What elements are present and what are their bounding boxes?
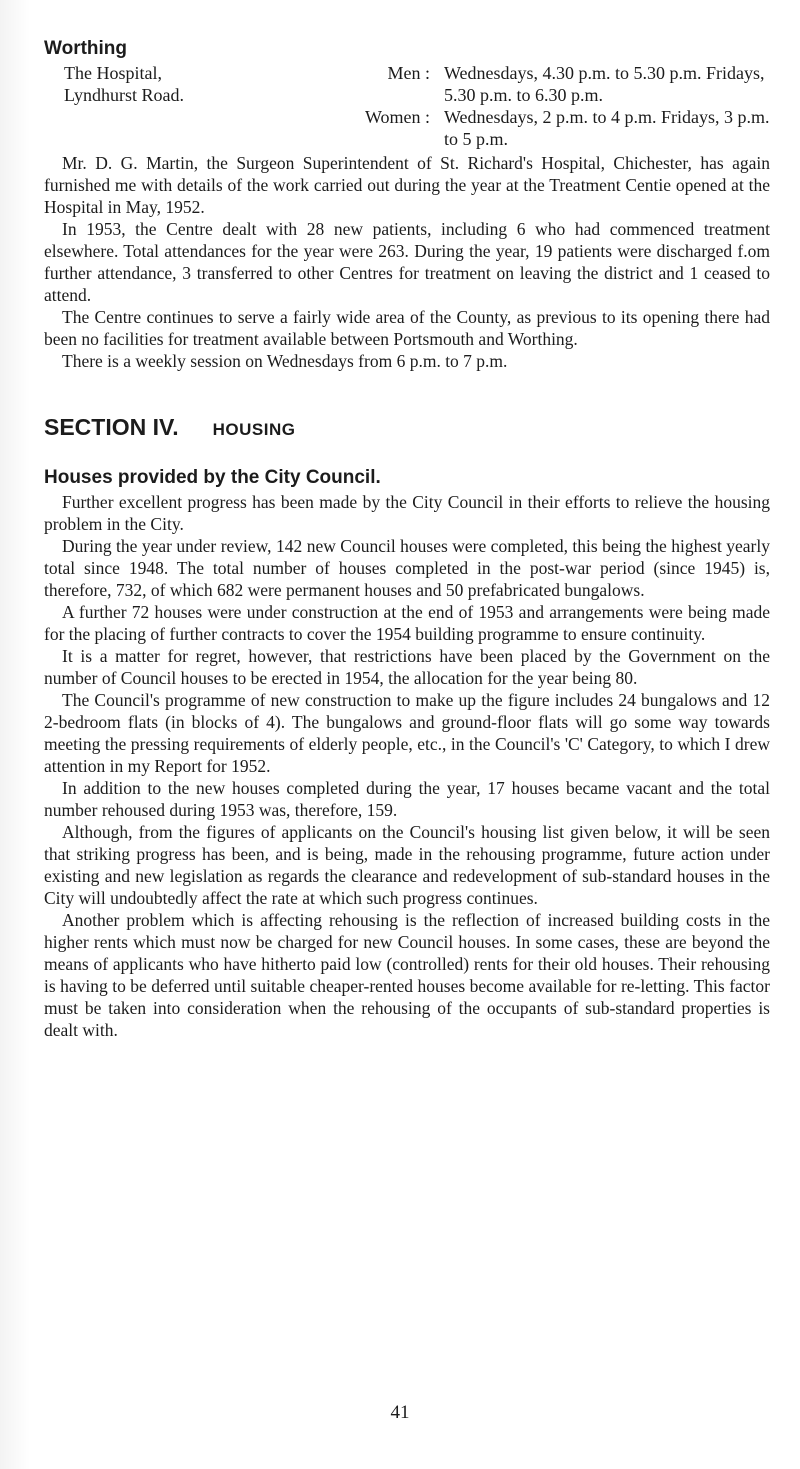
- clinic-location: [44, 62, 184, 106]
- clinic-schedule: [44, 62, 770, 150]
- clinic-location-line-1: The Hospital,: [64, 63, 162, 83]
- section-number: SECTION IV.: [44, 414, 179, 440]
- paragraph: Mr. D. G. Martin, the Surgeon Superintendent of St. Richard's Hospital, Chichester, has again furnished me with details of the work carried out during the year at the Treatment Centie opened at the Hospital in May, 1952.: [44, 153, 770, 217]
- men-times: Wednesdays, 4.30 p.m. to 5.30 p.m. Fridays, 5.30 p.m. to 6.30 p.m.: [444, 63, 765, 105]
- paragraph: In addition to the new houses completed during the year, 17 houses became vacant and the total number rehoused during 1953 was, therefore, 159.: [44, 778, 770, 820]
- paragraph: Another problem which is affecting rehousing is the reflection of increased building costs in the higher rents which must now be charged for new Council houses. In some cases, these are beyond the means of applicants who have hitherto paid low (controlled) rents for their old houses. Their rehousing is having to be deferred until suitable cheaper-rented houses become available for re-letting. This factor must be taken into consideration when the rehousing of the occupants of sub-standard properties is dealt with.: [44, 910, 770, 1040]
- section-title: HOUSING: [212, 420, 296, 439]
- women-times: Wednesdays, 2 p.m. to 4 p.m. Fridays, 3 p.m. to 5 p.m.: [444, 107, 770, 149]
- clinic-town-heading: Worthing: [44, 38, 128, 59]
- paragraph: The Council's programme of new construction to make up the figure includes 24 bungalows and 12 2-bedroom flats (in blocks of 4). The bungalows and ground-floor flats will go some way towards meeting the pressing requirements of elderly people, etc., in the Council's 'C' Category, to which I drew attention in my Report for 1952.: [44, 690, 770, 776]
- paragraph: Although, from the figures of applicants on the Council's housing list given below, it will be seen that striking progress has been, and is being, made in the rehousing programme, future action under existing and new legislation as regards the clearance and redevelopment of sub-standard houses in the City will undoubtedly affect the rate at which such progress continues.: [44, 822, 770, 908]
- clinic-location-line-2: Lyndhurst Road.: [64, 85, 184, 105]
- page-number: 41: [390, 1402, 410, 1423]
- document-page: [44, 38, 770, 1041]
- subheading: Houses provided by the City Council.: [44, 467, 381, 488]
- paragraph: During the year under review, 142 new Council houses were completed, this being the highest yearly total since 1948. The total number of houses completed in the post-war period (since 1945) is, therefore, 732, of which 682 were permanent houses and 50 prefabricated bungalows.: [44, 536, 770, 600]
- housing-report-text: [44, 491, 770, 1041]
- men-label: Men :: [387, 63, 430, 83]
- women-label: Women :: [364, 107, 430, 127]
- paragraph: In 1953, the Centre dealt with 28 new patients, including 6 who had commenced treatment elsewhere. Total attendances for the year were 263. During the year, 19 patients were discharged f.om further attendance, 3 transferred to other Centres for treatment on leaving the district and 1 ceased to attend.: [44, 219, 770, 305]
- paragraph: It is a matter for regret, however, that restrictions have been placed by the Government on the number of Council houses to be erected in 1954, the allocation for the year being 80.: [44, 646, 770, 688]
- paragraph: Further excellent progress has been made by the City Council in their efforts to relieve the housing problem in the City.: [44, 492, 770, 534]
- clinic-report-text: [44, 152, 770, 372]
- paragraph: There is a weekly session on Wednesdays from 6 p.m. to 7 p.m.: [62, 351, 508, 371]
- paragraph: A further 72 houses were under construction at the end of 1953 and arrangements were being made for the placing of further contracts to cover the 1954 building programme to ensure continuity.: [44, 602, 770, 644]
- page-left-edge-shadow: [0, 0, 30, 1469]
- paragraph: The Centre continues to serve a fairly wide area of the County, as previous to its opening there had been no facilities for treatment available between Portsmouth and Worthing.: [44, 307, 770, 349]
- section-heading: [44, 414, 770, 441]
